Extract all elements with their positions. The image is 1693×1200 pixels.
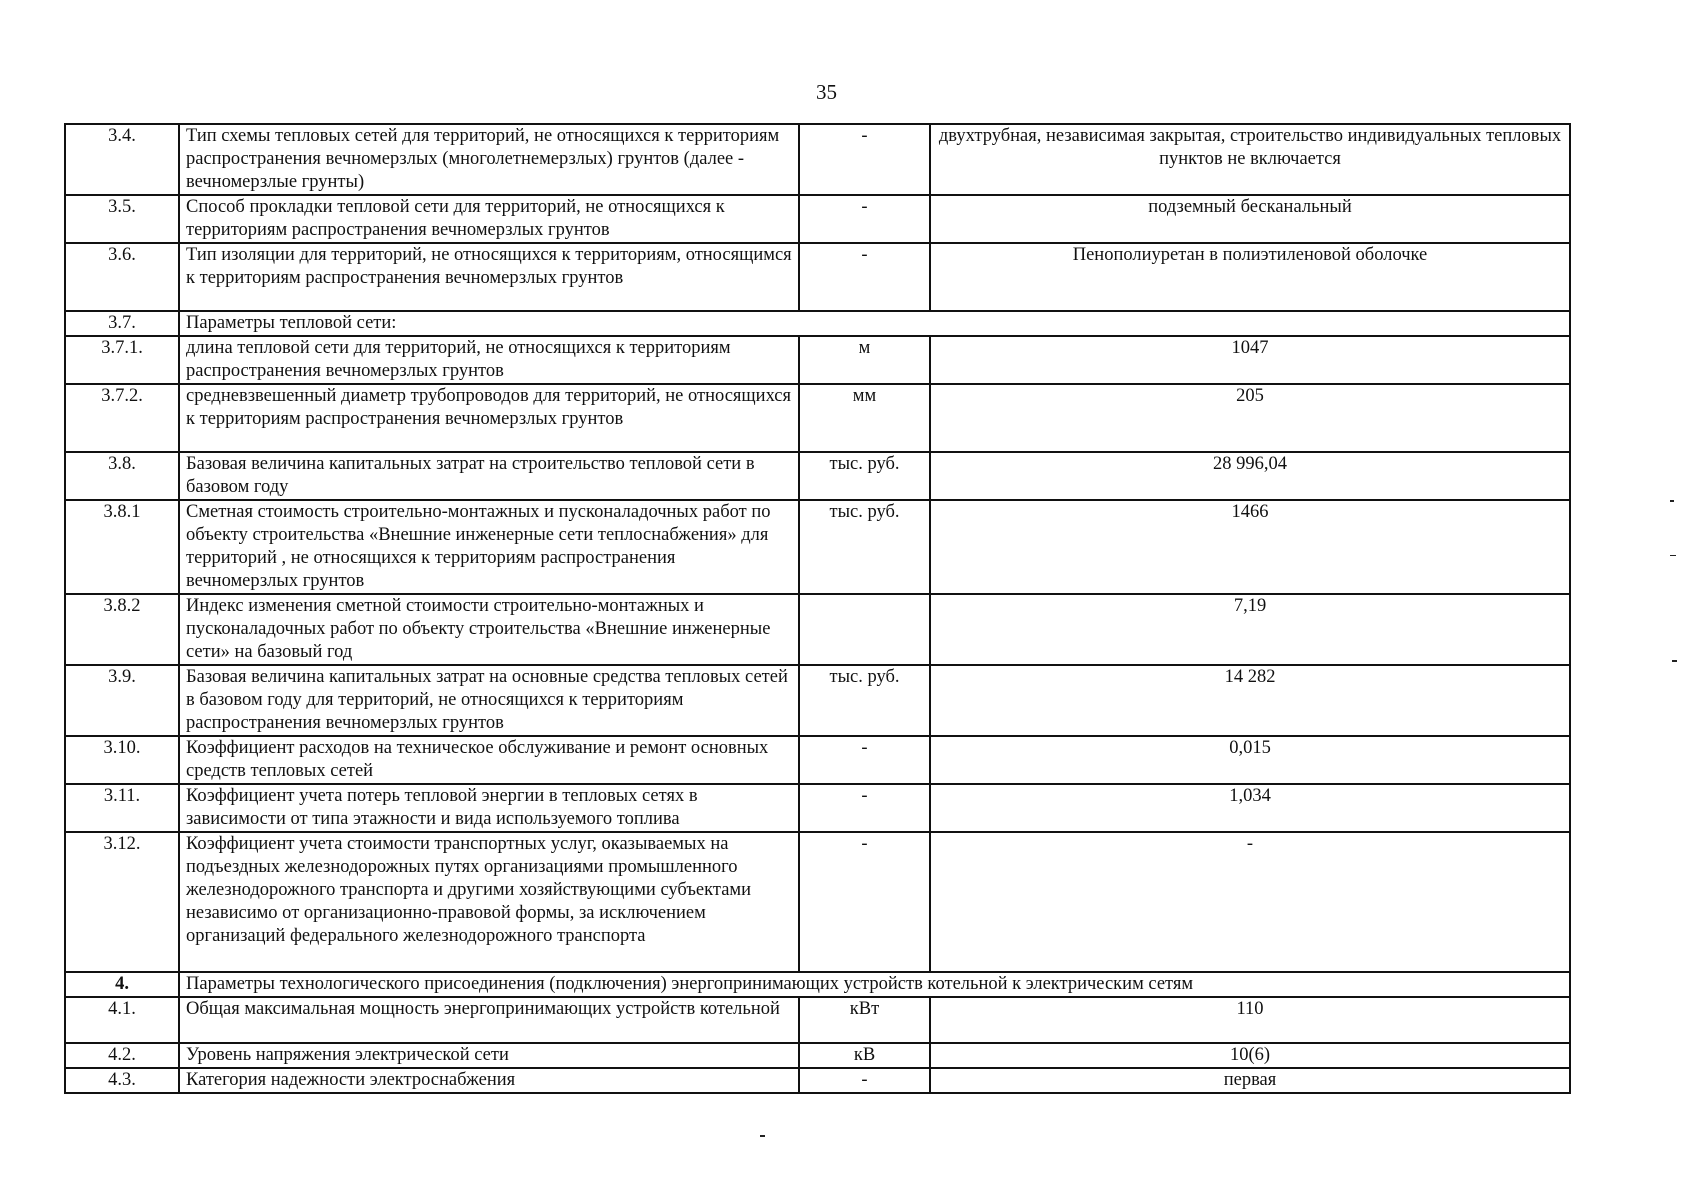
value-cell: двухтрубная, независимая закрытая, строительство индивидуальных тепловых пунктов не включается: [930, 124, 1570, 195]
table-row: [65, 1043, 1570, 1068]
row-number: 3.8.1: [65, 500, 179, 594]
value-cell: 28 996,04: [930, 452, 1570, 500]
parameters-table: [64, 123, 1571, 1094]
row-number: 4.: [65, 972, 179, 997]
table-row: [65, 124, 1570, 195]
unit-cell: тыс. руб.: [799, 452, 930, 500]
table-row: [65, 195, 1570, 243]
row-number: 3.5.: [65, 195, 179, 243]
row-number: 3.6.: [65, 243, 179, 311]
row-number: 3.7.: [65, 311, 179, 336]
parameter-name: длина тепловой сети для территорий, не относящихся к территориям распространения вечномерзлых грунтов: [179, 336, 799, 384]
parameter-name: Коэффициент учета стоимости транспортных услуг, оказываемых на подъездных железнодорожных путях организациями промышленного железнодорожного транспорта и другими хозяйствующими субъектами независимо от организационно-правовой формы, за исключением организаций федерального железнодорожного транспорта: [179, 832, 799, 972]
row-number: 3.7.1.: [65, 336, 179, 384]
scan-mark: [760, 1135, 765, 1137]
unit-cell: тыс. руб.: [799, 665, 930, 736]
unit-cell: мм: [799, 384, 930, 452]
parameter-name: Базовая величина капитальных затрат на строительство тепловой сети в базовом году: [179, 452, 799, 500]
table-row: [65, 594, 1570, 665]
scan-mark: [1670, 555, 1676, 556]
row-number: 3.10.: [65, 736, 179, 784]
parameter-name: Тип изоляции для территорий, не относящихся к территориям, относящимся к территориям распространения вечномерзлых грунтов: [179, 243, 799, 311]
unit-cell: кВ: [799, 1043, 930, 1068]
row-number: 3.9.: [65, 665, 179, 736]
unit-cell: кВт: [799, 997, 930, 1043]
scan-mark: [1672, 660, 1677, 662]
page-number: 35: [816, 80, 837, 104]
table-row: [65, 500, 1570, 594]
parameter-name: Сметная стоимость строительно-монтажных и пусконаладочных работ по объекту строительства «Внешние инженерные сети теплоснабжения» для территорий , не относящихся к территориям распространения вечномерзлых грунтов: [179, 500, 799, 594]
table-row: [65, 665, 1570, 736]
section-heading: Параметры тепловой сети:: [179, 311, 1570, 336]
value-cell: 205: [930, 384, 1570, 452]
value-cell: Пенополиуретан в полиэтиленовой оболочке: [930, 243, 1570, 311]
unit-cell: -: [799, 195, 930, 243]
row-number: 4.3.: [65, 1068, 179, 1093]
value-cell: 1466: [930, 500, 1570, 594]
table-row: [65, 997, 1570, 1043]
section-heading: Параметры технологического присоединения (подключения) энергопринимающих устройств котельной к электрическим сетям: [179, 972, 1570, 997]
unit-cell: -: [799, 124, 930, 195]
table-row: [65, 1068, 1570, 1093]
scan-mark: [1670, 500, 1674, 502]
unit-cell: -: [799, 1068, 930, 1093]
table-row: [65, 736, 1570, 784]
parameter-name: Общая максимальная мощность энергопринимающих устройств котельной: [179, 997, 799, 1043]
row-number: 3.7.2.: [65, 384, 179, 452]
value-cell: -: [930, 832, 1570, 972]
table-row: [65, 784, 1570, 832]
value-cell: первая: [930, 1068, 1570, 1093]
row-number: 3.4.: [65, 124, 179, 195]
parameter-name: Коэффициент учета потерь тепловой энергии в тепловых сетях в зависимости от типа этажности и вида используемого топлива: [179, 784, 799, 832]
row-number: 3.8.: [65, 452, 179, 500]
unit-cell: м: [799, 336, 930, 384]
value-cell: 10(6): [930, 1043, 1570, 1068]
value-cell: 14 282: [930, 665, 1570, 736]
value-cell: подземный бесканальный: [930, 195, 1570, 243]
table-row: [65, 452, 1570, 500]
row-number: 4.2.: [65, 1043, 179, 1068]
unit-cell: [799, 594, 930, 665]
value-cell: 1,034: [930, 784, 1570, 832]
row-number: 3.8.2: [65, 594, 179, 665]
table-row: [65, 832, 1570, 972]
table-row: [65, 243, 1570, 311]
table-row: [65, 336, 1570, 384]
row-number: 3.11.: [65, 784, 179, 832]
table-row: [65, 311, 1570, 336]
row-number: 4.1.: [65, 997, 179, 1043]
value-cell: 110: [930, 997, 1570, 1043]
parameter-name: Тип схемы тепловых сетей для территорий, не относящихся к территориям распространения вечномерзлых (многолетнемерзлых) грунтов (далее - вечномерзлые грунты): [179, 124, 799, 195]
row-number: 3.12.: [65, 832, 179, 972]
parameter-name: Коэффициент расходов на техническое обслуживание и ремонт основных средств тепловых сетей: [179, 736, 799, 784]
unit-cell: -: [799, 784, 930, 832]
parameter-name: Уровень напряжения электрической сети: [179, 1043, 799, 1068]
value-cell: 1047: [930, 336, 1570, 384]
parameter-name: Способ прокладки тепловой сети для территорий, не относящихся к территориям распространения вечномерзлых грунтов: [179, 195, 799, 243]
unit-cell: -: [799, 736, 930, 784]
unit-cell: -: [799, 832, 930, 972]
parameter-name: средневзвешенный диаметр трубопроводов для территорий, не относящихся к территориям распространения вечномерзлых грунтов: [179, 384, 799, 452]
table-row: [65, 972, 1570, 997]
table-row: [65, 384, 1570, 452]
parameter-name: Базовая величина капитальных затрат на основные средства тепловых сетей в базовом году для территорий, не относящихся к территориям распространения вечномерзлых грунтов: [179, 665, 799, 736]
parameter-name: Индекс изменения сметной стоимости строительно-монтажных и пусконаладочных работ по объекту строительства «Внешние инженерные сети» на базовый год: [179, 594, 799, 665]
unit-cell: -: [799, 243, 930, 311]
unit-cell: тыс. руб.: [799, 500, 930, 594]
value-cell: 0,015: [930, 736, 1570, 784]
parameter-name: Категория надежности электроснабжения: [179, 1068, 799, 1093]
value-cell: 7,19: [930, 594, 1570, 665]
